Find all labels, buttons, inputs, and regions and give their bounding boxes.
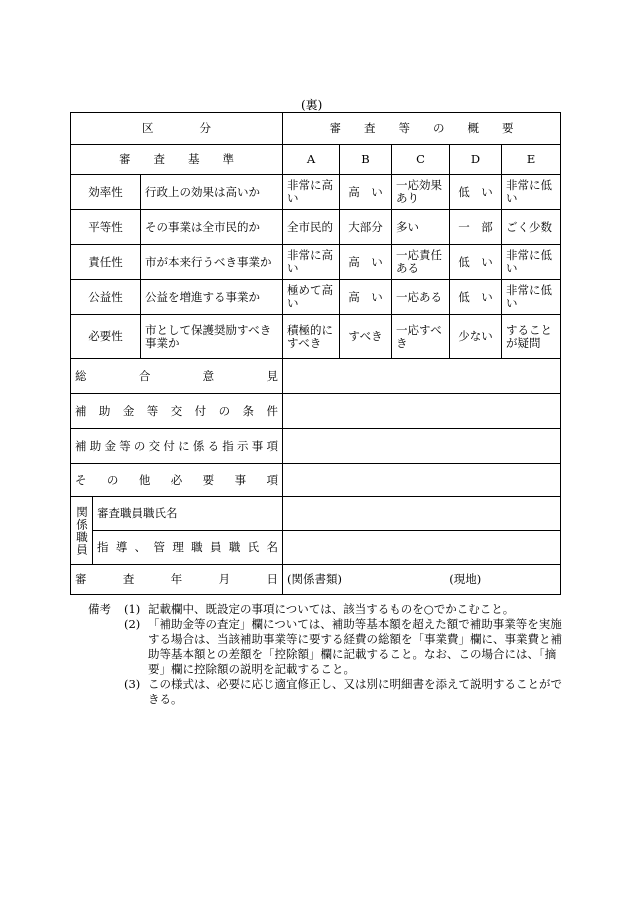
grade-e: E [502, 145, 561, 175]
grade-b: B [340, 145, 392, 175]
note-number: (1) [124, 602, 141, 616]
criteria-header-label: 審 査 基 準 [71, 145, 283, 175]
staff-row [71, 497, 561, 531]
criteria-name: 公益性 [71, 280, 141, 315]
date-label: 審査年月日 [71, 565, 283, 595]
side-label: (裏) [301, 98, 323, 112]
criteria-e: 非常に低い [502, 245, 561, 280]
grade-a: A [283, 145, 340, 175]
on-site-label: (現地) [449, 572, 482, 586]
criteria-b: すべき [340, 315, 392, 359]
criteria-c: 多い [392, 210, 450, 245]
staff-label: 指導、管理職員職氏名 [93, 531, 283, 565]
opinion-value [283, 359, 561, 394]
criteria-c: 一応ある [392, 280, 450, 315]
criteria-c: 一応すべき [392, 315, 450, 359]
header-summary: 審 査 等 の 概 要 [283, 113, 561, 145]
criteria-e: 非常に低い [502, 175, 561, 210]
notes-section [88, 602, 568, 707]
criteria-b: 高 い [340, 245, 392, 280]
criteria-header-row [71, 145, 561, 175]
criteria-c: 一応責任ある [392, 245, 450, 280]
note-item [88, 602, 568, 617]
note-text: 記載欄中、既設定の事項については、該当するものを○でかこむこと。 [148, 602, 515, 616]
staff-group-label: 関係職員 [71, 497, 93, 565]
criteria-e: ごく少数 [502, 210, 561, 245]
date-row [71, 565, 561, 595]
criteria-row [71, 315, 561, 359]
criteria-e: することが疑問 [502, 315, 561, 359]
criteria-d: 少ない [450, 315, 502, 359]
criteria-row [71, 210, 561, 245]
criteria-row [71, 280, 561, 315]
criteria-name: 責任性 [71, 245, 141, 280]
staff-label: 審査職員職氏名 [93, 497, 283, 531]
opinion-row [71, 464, 561, 497]
opinion-row [71, 394, 561, 429]
note-item [88, 617, 568, 677]
notes-head: 備考 [88, 602, 111, 616]
opinion-value [283, 394, 561, 429]
note-number: (3) [124, 677, 141, 691]
opinion-label: 補助金等交付の条件 [71, 394, 283, 429]
note-text: この様式は、必要に応じ適宜修正し、又は別に明細書を添えて説明することができる。 [148, 677, 562, 706]
criteria-c: 一応効果あり [392, 175, 450, 210]
opinion-row [71, 429, 561, 464]
opinion-value [283, 464, 561, 497]
criteria-desc: 市として保護奨励すべき事業か [141, 315, 283, 359]
criteria-a: 非常に高い [283, 175, 340, 210]
criteria-name: 平等性 [71, 210, 141, 245]
opinion-value [283, 429, 561, 464]
criteria-a: 積極的にすべき [283, 315, 340, 359]
criteria-desc: 市が本来行うべき事業か [141, 245, 283, 280]
criteria-a: 全市民的 [283, 210, 340, 245]
date-value [283, 565, 561, 595]
review-table [70, 112, 561, 595]
opinion-row [71, 359, 561, 394]
staff-row [71, 531, 561, 565]
criteria-b: 高 い [340, 280, 392, 315]
criteria-desc: 行政上の効果は高いか [141, 175, 283, 210]
staff-value [283, 497, 561, 531]
criteria-d: 低 い [450, 245, 502, 280]
note-number: (2) [124, 617, 141, 631]
criteria-a: 極めて高い [283, 280, 340, 315]
header-row [71, 113, 561, 145]
note-item [88, 677, 568, 707]
criteria-row [71, 245, 561, 280]
staff-value [283, 531, 561, 565]
related-documents-label: (関係書類) [287, 572, 342, 586]
opinion-label: その他必要事項 [71, 464, 283, 497]
note-text: 「補助金等の査定」欄については、補助等基本額を超えた額で補助事業等を実施する場合は、当該補助事業等に要する経費の総額を「事業費」欄に、事業費と補助等基本額との差額を「控除額」欄に記載すること。なお、この場合には、「摘要」欄に控除額の説明を記載すること。 [148, 617, 562, 676]
criteria-desc: 公益を増進する事業か [141, 280, 283, 315]
criteria-a: 非常に高い [283, 245, 340, 280]
criteria-b: 高 い [340, 175, 392, 210]
criteria-d: 低 い [450, 175, 502, 210]
criteria-d: 一 部 [450, 210, 502, 245]
criteria-e: 非常に低い [502, 280, 561, 315]
opinion-label: 総合意見 [71, 359, 283, 394]
criteria-name: 必要性 [71, 315, 141, 359]
criteria-d: 低 い [450, 280, 502, 315]
opinion-label: 補助金等の交付に係る指示事項 [71, 429, 283, 464]
criteria-b: 大部分 [340, 210, 392, 245]
criteria-row [71, 175, 561, 210]
header-category: 区 分 [71, 113, 283, 145]
grade-d: D [450, 145, 502, 175]
grade-c: C [392, 145, 450, 175]
criteria-desc: その事業は全市民的か [141, 210, 283, 245]
criteria-name: 効率性 [71, 175, 141, 210]
